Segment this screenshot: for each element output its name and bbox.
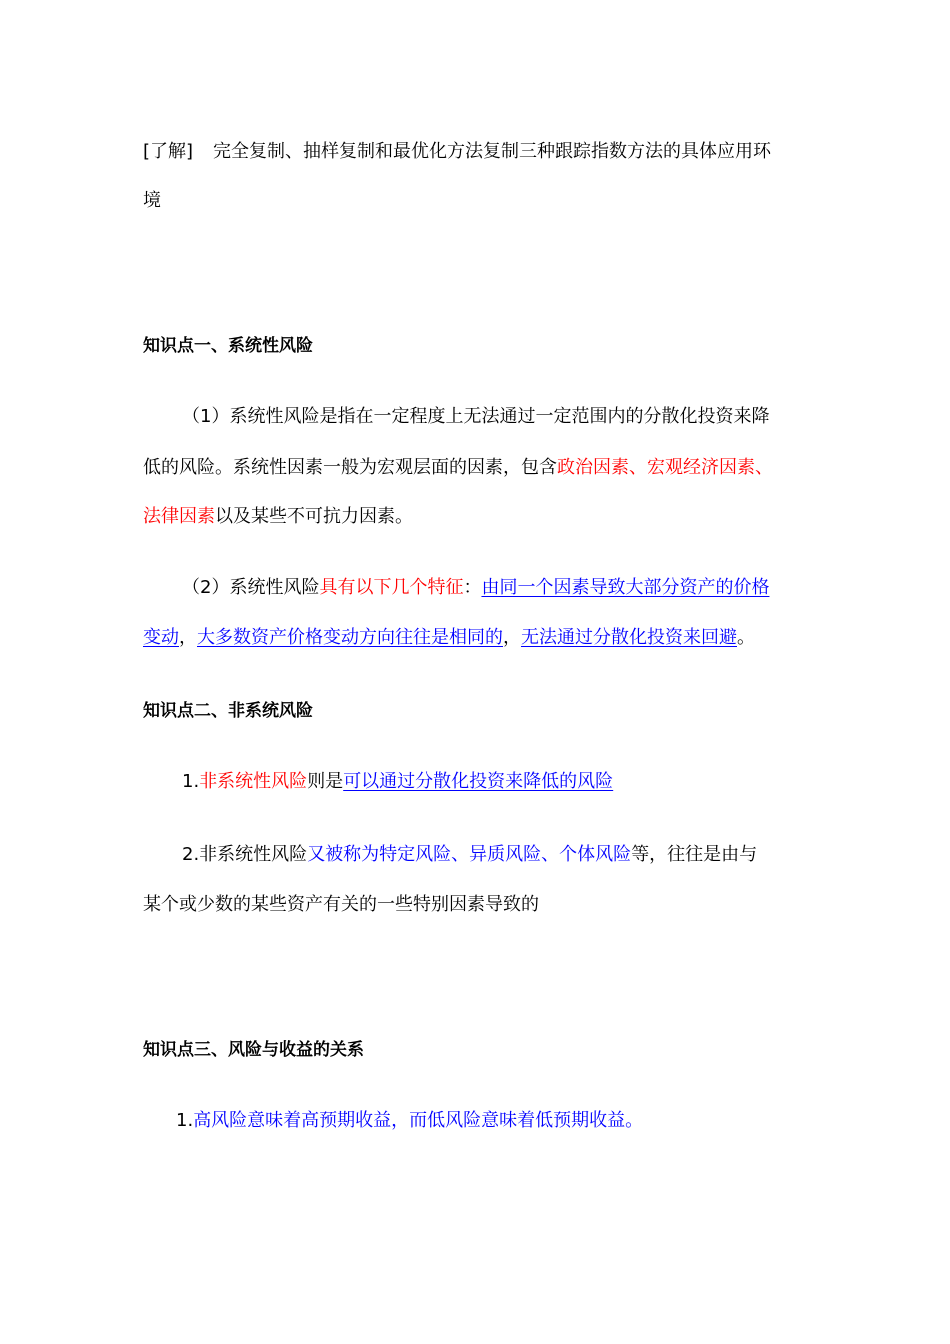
kp1-p2-colon: ： bbox=[463, 577, 482, 598]
kp2-p1-link[interactable]: 可以通过分散化投资来降低的风险 bbox=[343, 771, 614, 792]
kp2-heading: 知识点二、非系统风险 bbox=[143, 701, 313, 721]
kp2-p2-line-2 bbox=[143, 891, 823, 919]
kp1-p2-link-2[interactable]: 大多数资产价格变动方向往往是相同的 bbox=[197, 627, 503, 648]
kp2-p2-highlight: 又被称为特定风险、异质风险、个体风险 bbox=[307, 844, 632, 865]
kp3-p1-line bbox=[176, 1107, 856, 1135]
kp1-p1-text-2: 低的风险。系统性因素一般为宏观层面的因素，包含 bbox=[143, 457, 557, 478]
kp1-p2-line-1 bbox=[182, 574, 862, 602]
kp1-p2-link-3[interactable]: 无法通过分散化投资来回避 bbox=[521, 627, 737, 648]
kp2-p1-line bbox=[182, 768, 862, 796]
kp2-p1-text: 则是 bbox=[307, 771, 344, 792]
kp2-p1-highlight: 非系统性风险 bbox=[199, 771, 308, 792]
kp1-p2-end: 。 bbox=[737, 627, 755, 648]
kp1-p2-link-1-cont[interactable]: 变动 bbox=[143, 627, 179, 648]
intro-line-2 bbox=[143, 187, 823, 215]
kp1-p1-highlight: 政治因素、宏观经济因素、 bbox=[557, 457, 773, 478]
kp2-p2-line-1 bbox=[182, 841, 862, 869]
kp2-p2-prefix: 2.非系统性风险 bbox=[182, 844, 308, 865]
kp3-p1-num: 1. bbox=[176, 1110, 194, 1131]
intro-text-cont: 境 bbox=[143, 190, 161, 211]
intro-line-1 bbox=[143, 138, 823, 166]
kp1-p2-highlight: 具有以下几个特征 bbox=[319, 577, 464, 598]
kp3-p1-highlight: 高风险意味着高预期收益，而低风险意味着低预期收益。 bbox=[193, 1110, 644, 1131]
kp3-heading: 知识点三、风险与收益的关系 bbox=[143, 1040, 364, 1060]
kp1-p2-sep-1: ， bbox=[179, 627, 197, 648]
kp1-heading: 知识点一、系统性风险 bbox=[143, 336, 313, 356]
kp1-p2-line-2 bbox=[143, 624, 823, 652]
kp1-p2-prefix: （2）系统性风险 bbox=[182, 577, 320, 598]
kp1-p1-line-2 bbox=[143, 454, 823, 482]
kp1-p1-text: （1）系统性风险是指在一定程度上无法通过一定范围内的分散化投资来降 bbox=[182, 406, 770, 427]
kp1-p2-link-1[interactable]: 由同一个因素导致大部分资产的价格 bbox=[481, 577, 770, 598]
intro-tag: [了解] bbox=[143, 141, 194, 162]
kp2-p2-suffix: 等，往往是由与 bbox=[631, 844, 758, 865]
intro-text: 完全复制、抽样复制和最优化方法复制三种跟踪指数方法的具体应用环 bbox=[213, 141, 772, 162]
kp1-p1-line-3 bbox=[143, 503, 823, 531]
kp2-p1-num: 1. bbox=[182, 771, 200, 792]
kp2-p2-text-2: 某个或少数的某些资产有关的一些特别因素导致的 bbox=[143, 894, 539, 915]
kp1-p1-highlight-2: 法律因素 bbox=[143, 506, 215, 527]
kp1-p1-line-1 bbox=[182, 403, 862, 431]
kp1-p1-text-3: 以及某些不可抗力因素。 bbox=[215, 506, 413, 527]
kp1-p2-sep-2: ， bbox=[503, 627, 521, 648]
